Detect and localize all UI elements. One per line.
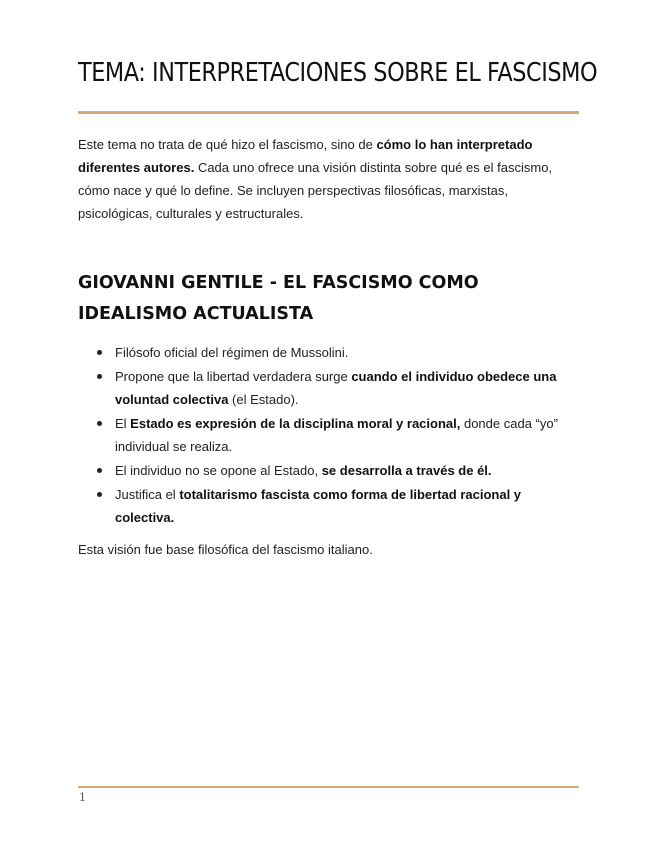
intro-emphasis: cómo lo han interpretado diferentes autores.	[78, 137, 533, 175]
list-item-text: El	[115, 416, 131, 431]
intro-paragraph	[78, 133, 578, 225]
title-divider	[78, 111, 579, 114]
list-item	[78, 459, 578, 482]
section-heading: GIOVANNI GENTILE - EL FASCISMO COMO IDEALISMO ACTUALISTA	[78, 273, 479, 324]
list-item-text: Justifica el	[115, 487, 180, 502]
bullet-dot-icon	[97, 350, 102, 355]
bullet-dot-icon	[97, 492, 102, 497]
closing-paragraph: Esta visión fue base filosófica del fascismo italiano.	[78, 542, 373, 557]
page-number: 1	[79, 791, 86, 804]
list-item	[78, 365, 578, 411]
list-item	[78, 483, 578, 529]
list-item-emphasis: se desarrolla a través de él.	[321, 463, 492, 478]
bullet-list	[78, 341, 578, 530]
bullet-dot-icon	[97, 374, 102, 379]
list-item-text: donde cada “yo” individual se realiza.	[115, 416, 558, 454]
list-item-text: Filósofo oficial del régimen de Mussolini.	[115, 345, 349, 360]
list-item-emphasis: totalitarismo fascista como forma de libertad racional y colectiva.	[115, 487, 522, 525]
intro-text-start: Este tema no trata de qué hizo el fascismo, sino de	[78, 137, 377, 152]
list-item	[78, 341, 578, 364]
intro-text-end: Cada uno ofrece una visión distinta sobre qué es el fascismo, cómo nace y qué lo define. Se incluyen perspectivas filosóficas, marxistas, psicológicas, culturales y estructurales.	[78, 160, 553, 221]
list-item-text: El individuo no se opone al Estado,	[115, 463, 322, 478]
list-item	[78, 412, 578, 458]
list-item-text: Propone que la libertad verdadera surge	[115, 369, 352, 384]
list-item-text: (el Estado).	[228, 392, 299, 407]
page-title: TEMA: INTERPRETACIONES SOBRE EL FASCISMO	[78, 58, 598, 88]
footer-divider	[78, 786, 579, 788]
list-item-emphasis: Estado es expresión de la disciplina moral y racional,	[130, 416, 461, 431]
list-item-emphasis: cuando el individuo obedece una voluntad colectiva	[115, 369, 557, 407]
bullet-dot-icon	[97, 468, 102, 473]
bullet-dot-icon	[97, 421, 102, 426]
